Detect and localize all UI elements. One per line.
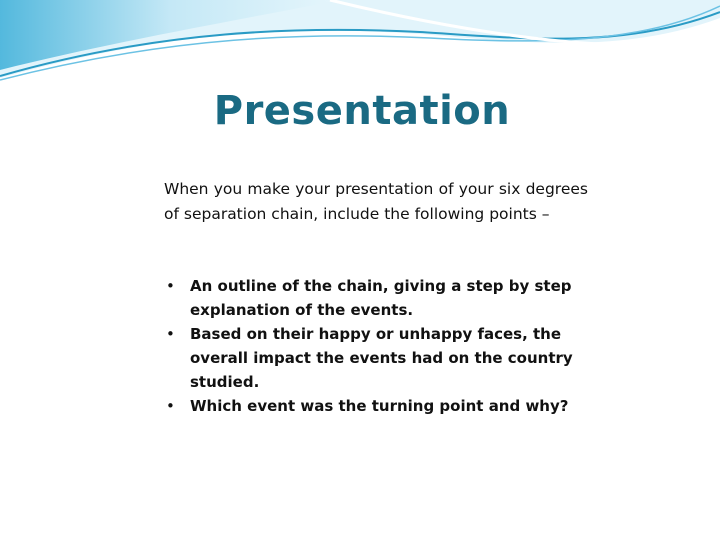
bullet-item bbox=[164, 322, 594, 394]
bullet-item bbox=[164, 274, 594, 322]
bullet-icon: • bbox=[166, 277, 175, 295]
intro-paragraph: When you make your presentation of your six degrees of separation chain, include the following points – bbox=[164, 180, 588, 223]
bullet-text: Based on their happy or unhappy faces, the overall impact the events had on the country studied. bbox=[190, 325, 573, 391]
bullet-text: Which event was the turning point and why? bbox=[190, 397, 569, 415]
bullet-icon: • bbox=[166, 325, 175, 343]
slide-title: Presentation bbox=[213, 88, 511, 134]
bullet-item bbox=[164, 394, 594, 418]
bullet-text: An outline of the chain, giving a step by step explanation of the events. bbox=[190, 277, 572, 319]
bullet-list bbox=[164, 274, 594, 418]
bullet-icon: • bbox=[166, 397, 175, 415]
header-wave-decoration bbox=[0, 0, 720, 90]
